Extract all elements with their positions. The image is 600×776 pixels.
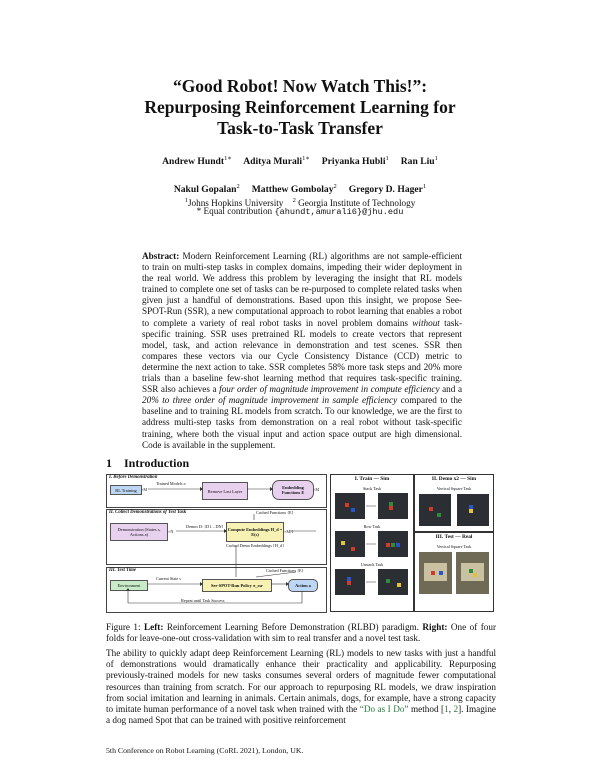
remove-last-layer-node: Remove Last Layer (202, 482, 248, 500)
caption-left-bold: Left: (144, 622, 164, 632)
real-table (424, 563, 447, 581)
contrib-label: Equal contribution (203, 206, 273, 216)
cached-functions-label-2: Cached Functions {E} (266, 568, 304, 573)
sim-scene (457, 494, 489, 526)
arrow (256, 572, 296, 577)
block (437, 513, 441, 517)
trained-models-label: Trained Models π (156, 481, 186, 486)
test-real-panel (414, 532, 494, 612)
abstract-emphasis: 20% to three order of magnitude improvement in sample efficiency (142, 395, 398, 406)
block (389, 506, 393, 510)
arrowhead (286, 582, 289, 586)
train-sim-panel (330, 474, 414, 612)
arrowhead (224, 529, 227, 533)
author-row-2 (60, 183, 540, 195)
figure-caption (106, 622, 496, 644)
demonstration-node: Demonstration (States s, Actions a) (110, 523, 168, 541)
rl-training-node: RL Training (110, 485, 142, 495)
panel-title: I. Train — Sim (354, 476, 390, 482)
phase-1-label: I. Before Demonstration (109, 475, 158, 480)
block (397, 583, 401, 587)
panel-title: III. Test — Real (435, 534, 473, 540)
author-sup: 1 (434, 155, 438, 162)
affil-sup-1: 1 (184, 197, 188, 204)
times-mn: ×MN (284, 529, 294, 534)
abstract-text: compared to the baseline and to training RL models from scratch. To our knowledge, we are the first to address multi-step tasks from demonstration on a real robot without task-specific training, where both the visual input and action space output are high dimensional. Code is available in the supplement. (142, 395, 462, 450)
author-name: Ran Liu (400, 156, 435, 168)
citation-link[interactable]: 1 (444, 704, 449, 715)
section-number: 1 (106, 456, 112, 470)
arrowhead (126, 588, 130, 591)
do-as-i-do-link[interactable]: “Do as I Do” (359, 704, 409, 715)
abstract-text: and a (442, 384, 463, 395)
environment-node: Environment (110, 580, 148, 591)
block (351, 547, 355, 551)
caption-label: Figure 1: (106, 622, 141, 632)
repeat-label: Repeat until Task Success (181, 598, 225, 603)
contribution-note (60, 206, 540, 218)
block (347, 581, 351, 585)
author-sup: 2 (333, 183, 337, 190)
author-name: Nakul Gopalan (173, 184, 237, 196)
block (473, 573, 477, 577)
abstract (142, 251, 462, 451)
cached-demo-label: Cached Demo Embeddings {H_d} (226, 543, 285, 548)
block (469, 509, 473, 513)
stack-task-label: Stack Task (362, 486, 382, 491)
abstract-text: Modern Reinforcement Learning (RL) algorithms are not sample-efficient to train on multi-step tasks in complex domains, impeding their wider deployment in the real world. We address this problem by leveraging the insight that RL models trained to complete one set of tasks can be re-purposed to complete related tasks when given just a handful of demonstrations. Based upon this insight, we propose See-SPOT-Run (SSR), a new computational approach to robot learning that enables a robot to complete a variety of real robot tasks in novel problem domains (142, 251, 463, 328)
vertical-square-label: Vertical Square Task (436, 486, 472, 491)
figure-left-diagram (106, 474, 327, 614)
phase-3-label: III. Test Time (109, 568, 136, 573)
demos-label: Demos D: {D1…DN} (186, 524, 224, 529)
figure-right-panels (330, 474, 494, 612)
vertical-square-label-2: Vertical Square Task (436, 544, 472, 549)
section-title: Introduction (124, 456, 190, 470)
current-state-label: Current State s (156, 576, 181, 581)
author-name: Andrew Hundt (162, 156, 225, 168)
arrowhead (270, 487, 273, 491)
section-heading (106, 456, 189, 471)
arrowhead (200, 582, 203, 586)
diagram-arrows (106, 474, 327, 614)
author-sup: 1∗ (302, 155, 310, 162)
policy-node: See-SPOT-Run Policy π_ssr (202, 579, 272, 592)
caption-left-text: Reinforcement Learning Before Demonstration (RLBD) paradigm. (166, 622, 419, 632)
intro-text: ]. Imagine a dog named Spot that can be trained with positive reinforcement (106, 704, 497, 726)
unstack-task-label: Unstack Task (360, 562, 384, 567)
caption-right-bold: Right: (422, 622, 448, 632)
author-name: Priyanka Hubli (321, 156, 386, 168)
contrib-sup: * (196, 206, 202, 216)
author-sup: 1 (385, 155, 389, 162)
affil-sup-2: 2 (292, 197, 296, 204)
times-m-2: ×M (313, 487, 320, 492)
conference-footer: 5th Conference on Robot Learning (CoRL 2021), London, UK. (106, 746, 304, 755)
paper-title (60, 76, 540, 139)
abstract-text: task-specific training. SSR uses pretrained RL models to create vectors that represent model, task, and action relevance in demonstration and test scenes. SSR then compares these vectors via our Cycle Consistency Distance (CCD) metric to determine the next action to take. SSR completes 58% more task steps and 20% more trials than a baseline few-shot learning method that requires task-specific training. SSR also achieves a (142, 317, 462, 395)
block (396, 543, 400, 547)
arrowhead (200, 487, 203, 491)
block (391, 543, 395, 547)
embedding-functions-node: Embedding Functions E (272, 480, 314, 500)
block (386, 543, 390, 547)
title-line-2: Repurposing Reinforcement Learning for (144, 97, 456, 117)
block (341, 541, 345, 545)
compute-embeddings-node: Compute Embeddings H_d = E(s) (226, 522, 284, 542)
demo-sim-panel (414, 474, 494, 532)
intro-text: , (448, 704, 454, 715)
block (431, 571, 435, 575)
citation-link[interactable]: 2 (453, 704, 459, 715)
caption-right-text: One of four folds for leave-one-out cross-validation with sim to real transfer and a novel test task. (106, 622, 497, 644)
block (439, 571, 443, 575)
panel-title: II. Demo x2 — Sim (431, 476, 477, 482)
phase-2-label: II. Collect Demonstrations of Test Task (109, 510, 187, 515)
cached-functions-label: Cached Functions {E} (256, 510, 294, 515)
author-sup: 1 (422, 183, 427, 190)
author-row-1 (60, 154, 540, 167)
sim-scene (419, 494, 451, 526)
affil-inst-2: Georgia Institute of Technology (298, 198, 416, 209)
loop-arrow (128, 591, 302, 603)
block (429, 507, 433, 511)
action-node: Action a (288, 579, 318, 592)
affil-inst-1: Johns Hopkins University (187, 198, 284, 209)
times-n: ×N (168, 529, 174, 534)
title-line-3: Task-to-Task Transfer (217, 118, 383, 138)
block (351, 508, 355, 512)
abstract-emphasis: without (412, 317, 440, 328)
intro-text: The ability to quickly adapt deep Reinforcement Learning (RL) models to new tasks with just a handful of demonstrations would dramatically enhance their practicality and applicability. Repurposing previously-trained models for new tasks consumes several orders of magnitude fewer computational resources than training from scratch. For our approach to repurposing RL models, we draw inspiration from social imitation and learning in animals. Certain animals, dogs, for example, have a strong capacity to imitate human performance of a novel task when trained with the (106, 648, 496, 715)
intro-text: method [ (411, 704, 445, 715)
author-emails: {ahundt,amurali6}@jhu.edu (274, 207, 404, 217)
author-name: Gregory D. Hager (348, 184, 423, 196)
row-task-label: Row Task (363, 524, 381, 529)
author-sup: 2 (236, 183, 240, 190)
abstract-label: Abstract: (142, 251, 180, 261)
author-name: Matthew Gombolay (251, 184, 334, 196)
author-name: Aditya Murali (243, 156, 303, 168)
abstract-emphasis: four order of magnitude improvement in compute efficiency (219, 384, 440, 395)
title-line-1: “Good Robot! Now Watch This!”: (172, 76, 428, 96)
block (386, 579, 390, 583)
times-m: ×M (141, 487, 148, 492)
block (345, 503, 349, 507)
intro-paragraph (106, 648, 496, 726)
author-sup: 1∗ (224, 155, 232, 162)
